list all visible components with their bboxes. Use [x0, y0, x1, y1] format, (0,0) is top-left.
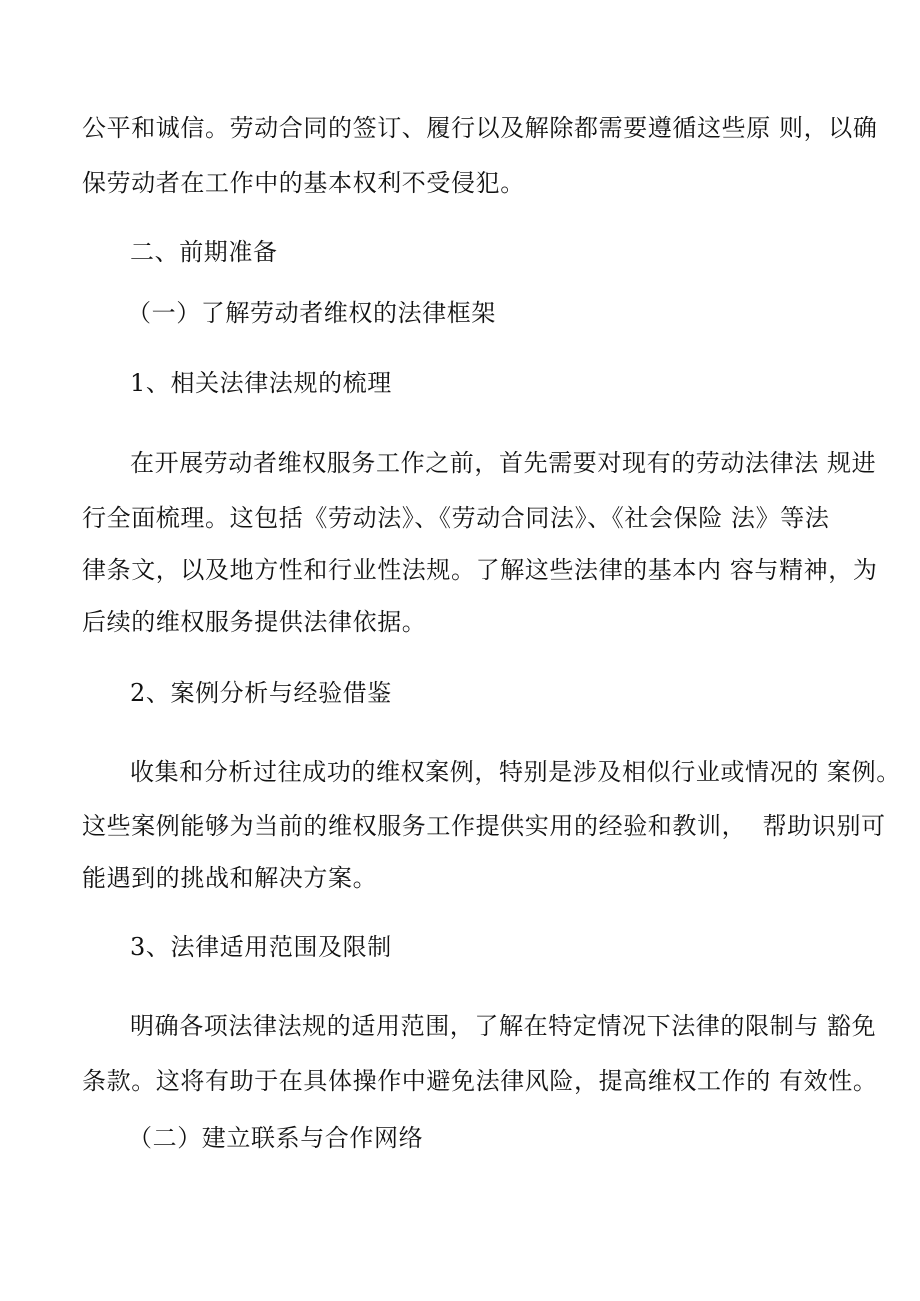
section-heading: 二、前期准备 [130, 238, 278, 266]
paragraph-line: 后续的维权服务提供法律依据。 [82, 608, 427, 636]
paragraph-line: 律条文，以及地方性和行业性法规。了解这些法律的基本内 容与精神，为 [82, 556, 878, 584]
paragraph-line: 公平和诚信。劳动合同的签订、履行以及解除都需要遵循这些原 则，以确 [82, 114, 878, 142]
paragraph-line: 收集和分析过往成功的维权案例，特别是涉及相似行业或情况的 案例。 [130, 758, 901, 786]
subsection-heading: （二）建立联系与合作网络 [128, 1124, 424, 1152]
paragraph-line: 能遇到的挑战和解决方案。 [82, 864, 378, 892]
subsection-heading: （一）了解劳动者维权的法律框架 [127, 299, 496, 327]
item-heading: 2、案例分析与经验借鉴 [130, 679, 392, 707]
paragraph-line: 条款。这将有助于在具体操作中避免法律风险，提高维权工作的 有效性。 [82, 1067, 878, 1095]
item-heading: 1、相关法律法规的梳理 [130, 369, 392, 397]
paragraph-line: 在开展劳动者维权服务工作之前，首先需要对现有的劳动法律法 规进 [130, 449, 877, 477]
paragraph-line: 保劳动者在工作中的基本权利不受侵犯。 [82, 169, 525, 197]
paragraph-line: 明确各项法律法规的适用范围，了解在特定情况下法律的限制与 豁免 [130, 1012, 877, 1040]
paragraph-line: 这些案例能够为当前的维权服务工作提供实用的经验和教训， 帮助识别可 [82, 812, 886, 840]
paragraph-line: 行全面梳理。这包括《劳动法》、《劳动合同法》、《社会保险 法》等法 [82, 504, 830, 532]
item-heading: 3、法律适用范围及限制 [130, 933, 392, 961]
